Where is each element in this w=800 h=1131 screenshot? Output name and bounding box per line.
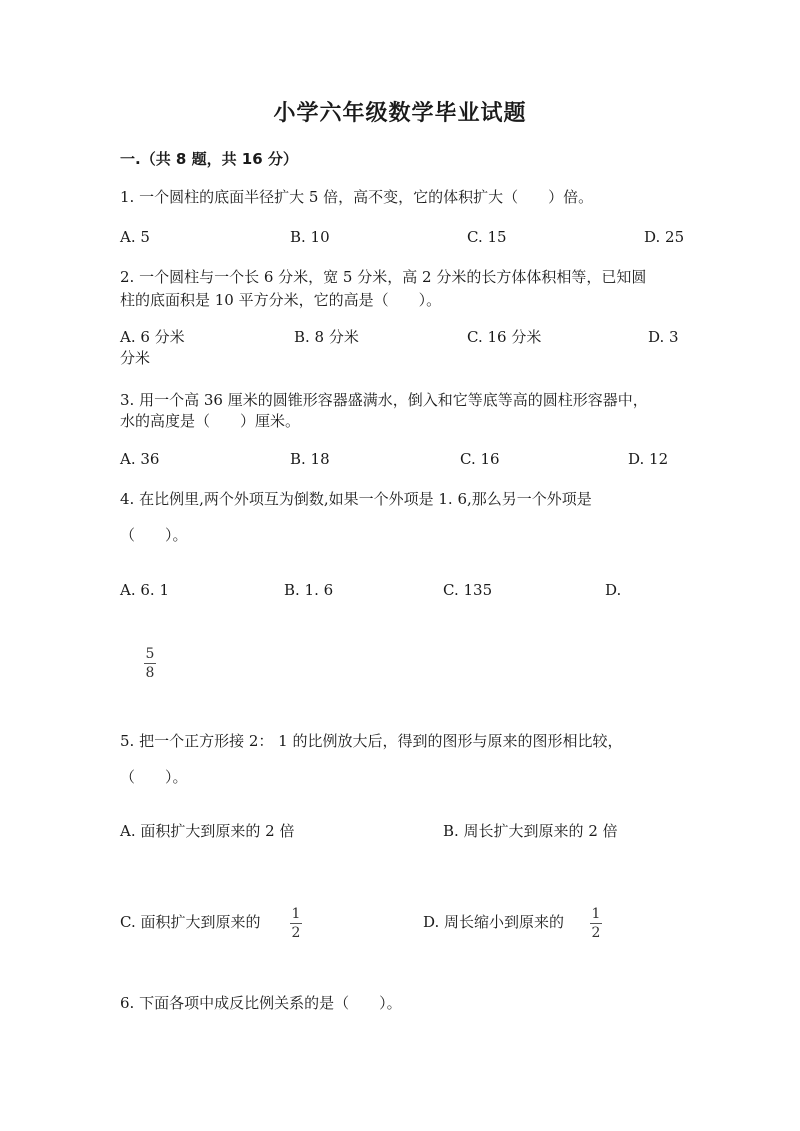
question-5-option-a[interactable]: A. 面积扩大到原来的 2 倍 [120,822,295,840]
question-4-stem-line-1: 4. 在比例里,两个外项互为倒数,如果一个外项是 1. 6,那么另一个外项是 [120,490,592,508]
question-2-stem-line-2: 柱的底面积是 10 平方分米，它的高是（ ）。 [120,291,442,309]
question-1-option-b[interactable]: B. 10 [290,228,330,246]
fraction-denominator: 2 [591,925,601,941]
question-5-option-c-fraction [290,906,302,941]
question-5-option-d[interactable]: D. 周长缩小到原来的 [423,913,565,931]
fraction-bar [290,923,302,924]
question-4-option-d-fraction [144,646,156,681]
question-1-stem: 1. 一个圆柱的底面半径扩大 5 倍，高不变，它的体积扩大（ ）倍。 [120,188,594,206]
question-2-stem-line-1: 2. 一个圆柱与一个长 6 分米，宽 5 分米，高 2 分米的长方体体积相等，已知圆 [120,268,647,286]
question-5-option-c[interactable]: C. 面积扩大到原来的 [120,913,261,931]
question-3-option-b[interactable]: B. 18 [290,450,330,468]
question-4-option-c[interactable]: C. 135 [443,581,493,599]
section-header: 一.（共 8 题，共 16 分） [120,150,298,168]
fraction-denominator: 2 [291,925,301,941]
question-5-option-b[interactable]: B. 周长扩大到原来的 2 倍 [443,822,618,840]
fraction-bar [144,663,156,664]
question-4-option-d[interactable]: D. [605,581,622,599]
question-3-option-c[interactable]: C. 16 [460,450,500,468]
question-1-option-c[interactable]: C. 15 [467,228,507,246]
question-3-stem-line-1: 3. 用一个高 36 厘米的圆锥形容器盛满水，倒入和它等底等高的圆柱形容器中， [120,391,648,409]
fraction-denominator: 8 [145,665,155,681]
page-title: 小学六年级数学毕业试题 [273,101,527,126]
question-5-option-d-fraction [590,906,602,941]
question-4-stem-line-2: （ ）。 [120,526,188,544]
question-3-option-d[interactable]: D. 12 [628,450,669,468]
question-2-option-b[interactable]: B. 8 分米 [294,328,359,346]
question-5-stem-line-2: （ ）。 [120,768,188,786]
question-6-stem: 6. 下面各项中成反比例关系的是（ ）。 [120,994,402,1012]
question-2-option-c[interactable]: C. 16 分米 [467,328,542,346]
question-4-option-a[interactable]: A. 6. 1 [120,581,169,599]
question-2-option-a[interactable]: A. 6 分米 [120,328,185,346]
fraction-numerator: 5 [145,646,155,662]
question-1-option-a[interactable]: A. 5 [120,228,150,246]
fraction-numerator: 1 [591,906,601,922]
question-1-option-d[interactable]: D. 25 [644,228,685,246]
question-3-stem-line-2: 水的高度是（ ）厘米。 [120,412,301,430]
question-5-stem-line-1: 5. 把一个正方形接 2： 1 的比例放大后，得到的图形与原来的图形相比较， [120,732,623,750]
question-3-option-a[interactable]: A. 36 [120,450,160,468]
fraction-bar [590,923,602,924]
question-2-option-d[interactable]: D. 3 [648,328,679,346]
question-2-option-d-wrap: 分米 [120,349,151,367]
question-4-option-b[interactable]: B. 1. 6 [284,581,334,599]
fraction-numerator: 1 [291,906,301,922]
